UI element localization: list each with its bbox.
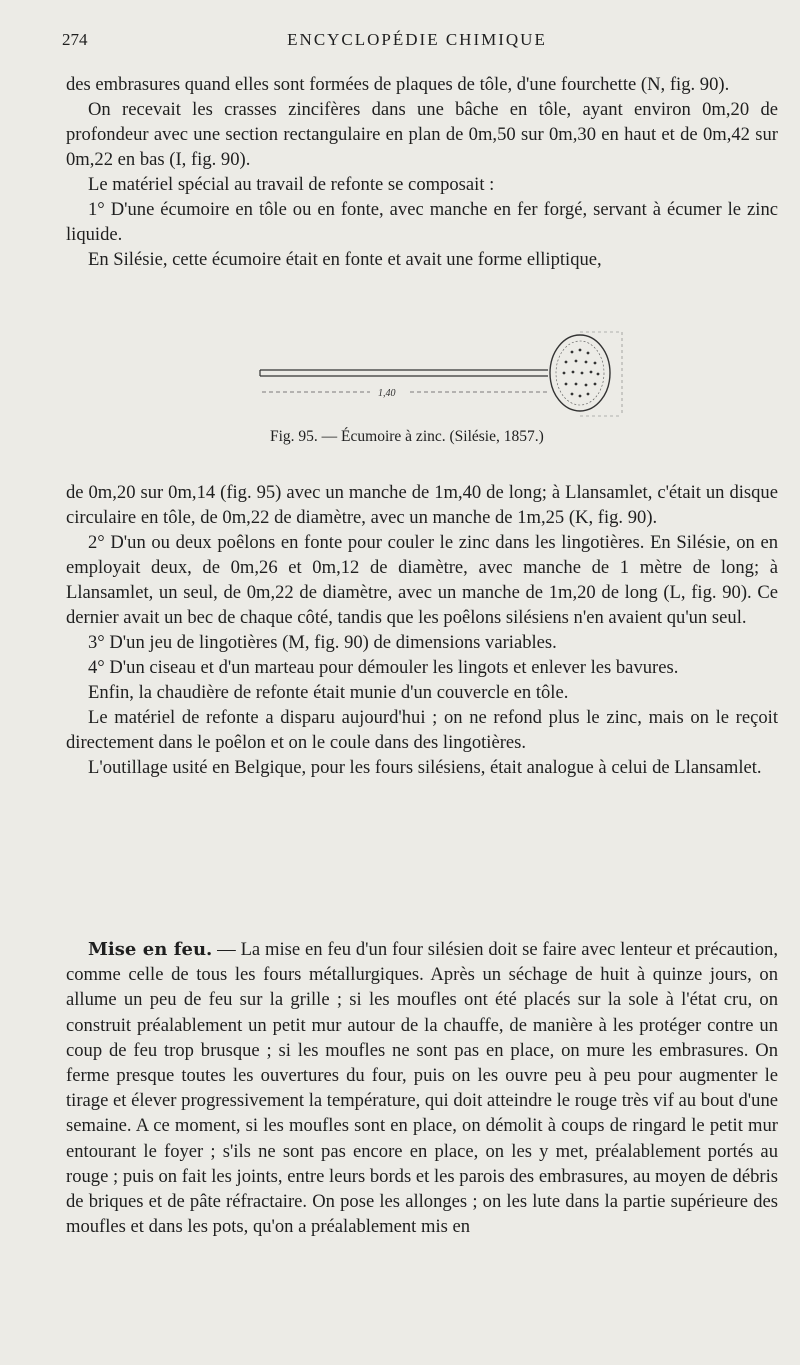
paragraph: Le matériel de refonte a disparu aujourd'hui ; on ne refond plus le zinc, mais on le reçoit directement dans le poêlon et on le coule dans des lingotières. <box>66 707 778 753</box>
paragraph: On recevait les crasses zincifères dans une bâche en tôle, ayant environ 0m,20 de profondeur avec une section rectangulaire en plan de 0m,50 sur 0m,30 en haut et de 0m,42 sur 0m,22 en bas (I, fig. 90). <box>66 99 778 170</box>
paragraph: 4° D'un ciseau et d'un marteau pour démouler les lingots et enlever les bavures. <box>88 657 679 678</box>
paragraph: des embrasures quand elles sont formées de plaques de tôle, d'une fourchette (N, fig. 90). <box>66 74 730 95</box>
text-block-middle <box>66 480 778 780</box>
page-header <box>62 30 772 54</box>
section-text: — La mise en feu d'un four silésien doit se faire avec lenteur et précaution, comme celle de tous les fours métallurgiques. Après un séchage de huit à quinze jours, on allume un peu de feu sur la grille ; si les moufles ont été placés sur la sole à l'état cru, on construit préalablement un petit mur autour de la chauffe, de manière à les protéger contre un coup de feu trop brusque ; si les moufles ne sont pas en place, on mure les embrasures. On ferme presque toutes les ouvertures du four, puis on les ouvre peu à peu pour augmenter le tirage et élever progressivement la température, qui doit atteindre le rouge très vif au bout d'une semaine. A ce moment, si les moufles sont en place, on démolit à coups de ringard le petit mur entourant le foyer ; s'ils ne sont pas encore en place, on les y met, préalablement portés au rouge ; puis on fait les joints, entre leurs bords et les parois des embrasures, au moyen de débris de briques et de pâte réfractaire. On pose les allonges ; on les lute dans la partie supérieure des moufles et dans les pots, qu'on a préalablement mis en <box>66 939 778 1238</box>
section-paragraph <box>66 937 778 1239</box>
paragraph: Le matériel spécial au travail de refonte se composait : <box>88 174 495 195</box>
paragraph: 1° D'une écumoire en tôle ou en fonte, avec manche en fer forgé, servant à écumer le zinc liquide. <box>66 199 778 245</box>
text-block-section <box>66 937 778 1239</box>
text-block-top <box>66 72 778 272</box>
section-heading: Mise en feu. <box>88 939 213 960</box>
paragraph: En Silésie, cette écumoire était en fonte et avait une forme elliptique, <box>88 249 602 270</box>
running-title: ENCYCLOPÉDIE CHIMIQUE <box>287 30 547 49</box>
skimmer-figure <box>250 330 630 422</box>
paragraph: de 0m,20 sur 0m,14 (fig. 95) avec un manche de 1m,40 de long; à Llansamlet, c'était un disque circulaire en tôle, de 0m,22 de diamètre, avec un manche de 1m,25 (K, fig. 90). <box>66 482 778 528</box>
paragraph: L'outillage usité en Belgique, pour les fours silésiens, était analogue à celui de Llansamlet. <box>88 757 762 778</box>
page-number: 274 <box>62 30 88 49</box>
dimension-label: 1,40 <box>378 388 396 399</box>
figure-caption: Fig. 95. — Écumoire à zinc. (Silésie, 1857.) <box>270 428 544 445</box>
paragraph: 3° D'un jeu de lingotières (M, fig. 90) de dimensions variables. <box>88 632 557 653</box>
paragraph: Enfin, la chaudière de refonte était munie d'un couvercle en tôle. <box>88 682 569 703</box>
skimmer-bowl-drawing <box>550 332 622 416</box>
skimmer-handle-drawing <box>260 370 550 392</box>
paragraph: 2° D'un ou deux poêlons en fonte pour couler le zinc dans les lingotières. En Silésie, on en employait deux, de 0m,26 et 0m,12 de diamètre, avec manche de 1 mètre de long; à Llansamlet, un seul, de 0m,22 de diamètre, avec un manche de 1m,20 de long (L, fig. 90). Ce dernier avait un bec de chaque côté, tandis que les poêlons silésiens n'en avaient qu'un seul. <box>66 532 778 628</box>
